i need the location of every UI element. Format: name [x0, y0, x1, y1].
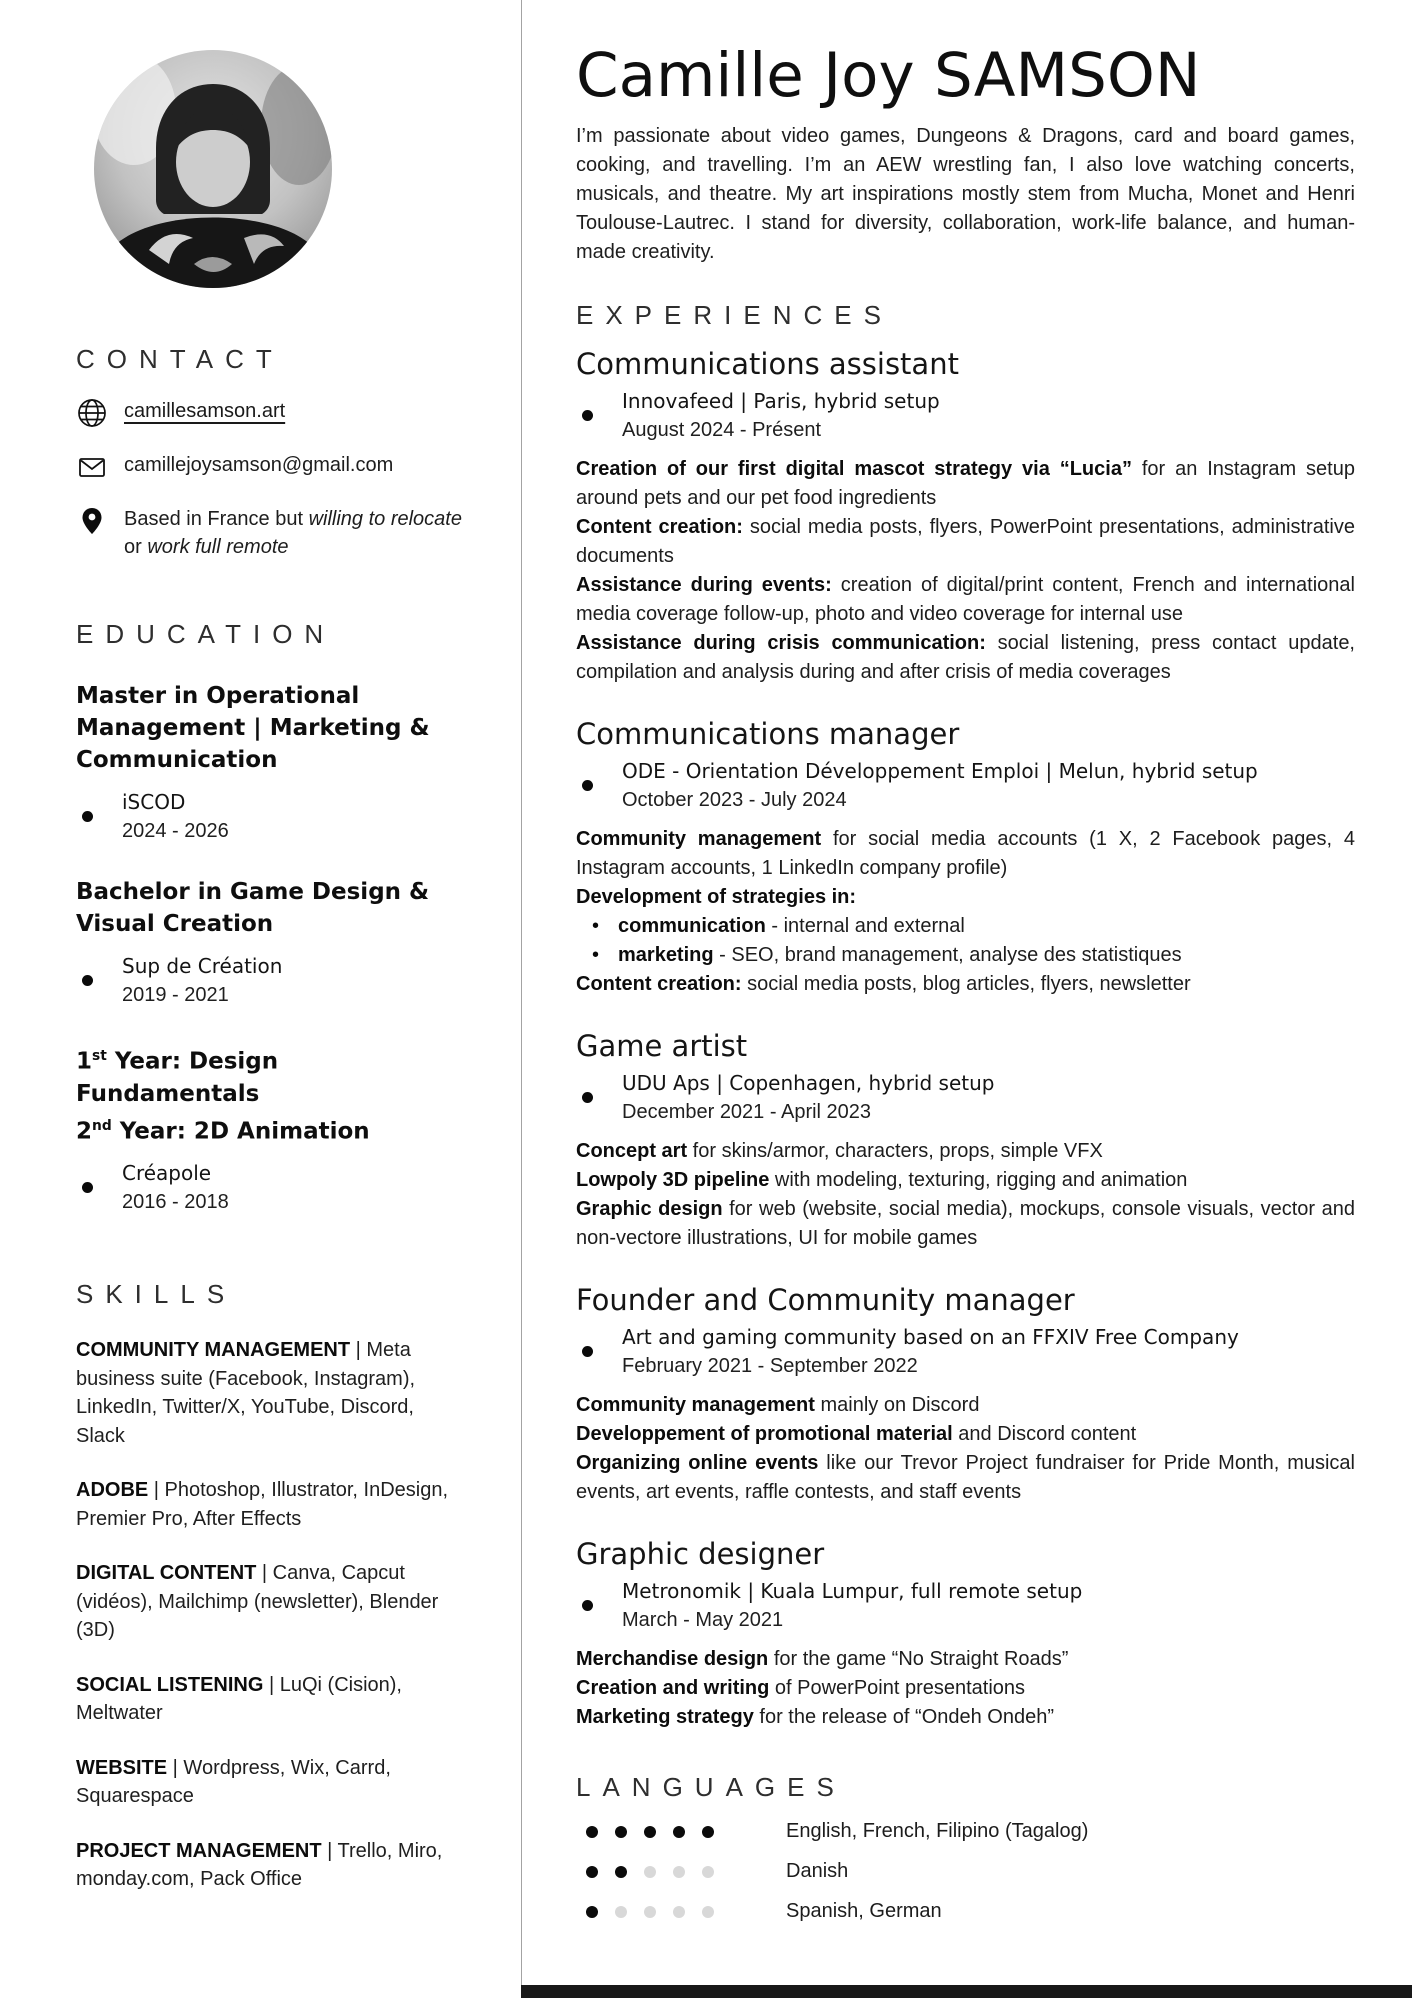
language-label: Danish: [786, 1860, 849, 1883]
education-list: [76, 680, 465, 1217]
experience-meta-text: [622, 1577, 1082, 1635]
level-dot-filled: [615, 1866, 627, 1878]
contact-website-row: [76, 397, 465, 429]
bullet-dot: [582, 1346, 593, 1357]
globe-icon: [76, 397, 108, 429]
level-dot-filled: [586, 1866, 598, 1878]
experiences-heading: EXPERIENCES: [576, 300, 893, 331]
level-dot-empty: [702, 1906, 714, 1918]
profile-photo-image: [94, 50, 332, 288]
experience-dates: February 2021 - September 2022: [622, 1355, 918, 1378]
experience-title: Founder and Community manager: [576, 1283, 1075, 1318]
entry-meta-text: [122, 952, 282, 1010]
experience-description: [576, 1137, 1355, 1253]
experience-title: Communications manager: [576, 717, 960, 752]
experience-meta: [576, 1323, 1355, 1381]
experience-description: [576, 1645, 1355, 1732]
bullet-dot: [82, 975, 93, 986]
language-level-dots: [576, 1906, 786, 1918]
level-dot-empty: [644, 1866, 656, 1878]
skill-item: PROJECT MANAGEMENT | Trello, Miro, monday.com, Pack Office: [76, 1839, 443, 1891]
sidebar: [0, 0, 522, 1998]
bullet-dot: [582, 780, 593, 791]
entry-meta-text: [122, 1159, 229, 1217]
website-link[interactable]: camillesamson.art: [124, 400, 286, 422]
experience-org: Innovafeed | Paris, hybrid setup: [622, 389, 940, 414]
experience-description: [576, 825, 1355, 999]
education-heading: EDUCATION: [76, 619, 336, 649]
profile-photo: [94, 50, 332, 288]
envelope-icon: [76, 451, 108, 483]
entry-meta-text: [122, 788, 229, 846]
experience-meta: [576, 757, 1355, 815]
experience-meta-text: [622, 387, 940, 445]
bullet-dot: [82, 1182, 93, 1193]
experience-meta-text: [622, 1069, 994, 1127]
entry-meta-row: [76, 952, 465, 1010]
entry-dates: 2016 - 2018: [122, 1191, 229, 1214]
language-level-dots: [576, 1866, 786, 1878]
bullet-dot: [582, 1600, 593, 1611]
level-dot-filled: [644, 1826, 656, 1838]
experience-org: Metronomik | Kuala Lumpur, full remote setup: [622, 1579, 1083, 1604]
experience-line: Concept art for skins/armor, characters, props, simple VFX: [576, 1140, 1103, 1163]
experience-entry: [576, 717, 1355, 999]
languages-heading: LANGUAGES: [576, 1772, 846, 1803]
intro-paragraph: I’m passionate about video games, Dungeons & Dragons, card and board games, cooking, and travelling. I’m an AEW wrestling fan, I also love watching concerts, musicals, and theatre. My art inspirations mostly stem from Mucha, Monet and Henri Toulouse-Lautrec. I stand for diversity, collaboration, work-life balance, and human-made creativity.: [576, 125, 1355, 264]
language-row: [576, 1820, 1355, 1843]
experience-dates: December 2021 - April 2023: [622, 1101, 872, 1124]
experience-line: Development of strategies in:: [576, 886, 857, 909]
languages-list: [576, 1820, 1355, 1923]
level-dot-empty: [673, 1906, 685, 1918]
skill-item: COMMUNITY MANAGEMENT | Meta business suite (Facebook, Instagram), LinkedIn, Twitter/X, YouTube, Discord, Slack: [76, 1339, 416, 1447]
location-text: Based in France but willing to relocate or work full remote: [124, 508, 462, 558]
experience-title: Communications assistant: [576, 347, 959, 382]
viewer-edge-bar: [521, 1985, 1412, 1998]
experience-dates: August 2024 - Présent: [622, 419, 822, 442]
experience-line: Community management mainly on Discord: [576, 1394, 980, 1417]
experiences-list: [576, 347, 1355, 1732]
bullet-dot: [582, 410, 593, 421]
experience-line: Assistance during events: creation of digital/print content, French and international media coverage follow-up, photo and video coverage for internal use: [576, 574, 1355, 626]
experience-title: Graphic designer: [576, 1537, 825, 1572]
language-label: English, French, Filipino (Tagalog): [786, 1820, 1089, 1843]
experience-line: Graphic design for web (website, social media), mockups, console visuals, vector and non-vectore illustrations, UI for mobile games: [576, 1198, 1355, 1250]
contact-heading: CONTACT: [76, 344, 284, 374]
language-row: [576, 1860, 1355, 1883]
experience-line: Merchandise design for the game “No Straight Roads”: [576, 1648, 1069, 1671]
experience-org: Art and gaming community based on an FFXIV Free Company: [622, 1325, 1239, 1350]
skill-item: ADOBE | Photoshop, Illustrator, InDesign, Premier Pro, After Effects: [76, 1479, 449, 1530]
name-title: Camille Joy SAMSON: [576, 40, 1201, 111]
experience-entry: [576, 1029, 1355, 1253]
experience-line: Creation of our first digital mascot strategy via “Lucia” for an Instagram setup around pets and our pet food ingredients: [576, 458, 1355, 510]
location-pin-icon: [76, 505, 108, 537]
education-school: Sup de Création: [122, 954, 283, 978]
entry-meta-row: [76, 788, 465, 846]
level-dot-filled: [673, 1826, 685, 1838]
education-title: Master in Operational Management | Marketing & Communication: [76, 683, 430, 773]
entry-dates: 2024 - 2026: [122, 820, 229, 842]
skill-item: DIGITAL CONTENT | Canva, Capcut (vidéos), Mailchimp (newsletter), Blender (3D): [76, 1562, 439, 1642]
experience-entry: [576, 347, 1355, 687]
education-entry: [76, 876, 465, 1010]
skills-list: [76, 1336, 465, 1894]
level-dot-filled: [586, 1826, 598, 1838]
experience-description: [576, 455, 1355, 687]
main-column: [522, 0, 1412, 1998]
contact-email-row: [76, 451, 465, 483]
contact-location-row: [76, 505, 465, 561]
experience-org: ODE - Orientation Développement Emploi | Melun, hybrid setup: [622, 759, 1258, 784]
experience-line: Organizing online events like our Trevor Project fundraiser for Pride Month, musical events, art events, raffle contests, and staff events: [576, 1452, 1355, 1504]
experience-meta-text: [622, 757, 1258, 815]
experience-meta: [576, 387, 1355, 445]
level-dot-empty: [702, 1866, 714, 1878]
language-row: [576, 1900, 1355, 1923]
experience-meta: [576, 1577, 1355, 1635]
language-level-dots: [576, 1826, 786, 1838]
bullet-dot: [582, 1092, 593, 1103]
experience-entry: [576, 1283, 1355, 1507]
experience-line: Community management for social media accounts (1 X, 2 Facebook pages, 4 Instagram accounts, 1 LinkedIn company profile): [576, 828, 1355, 880]
skill-item: WEBSITE | Wordpress, Wix, Carrd, Squarespace: [76, 1756, 391, 1808]
level-dot-empty: [615, 1906, 627, 1918]
level-dot-filled: [702, 1826, 714, 1838]
bullet-dot: [82, 811, 93, 822]
education-entry: [76, 1040, 465, 1217]
experience-line: • marketing - SEO, brand management, analyse des statistiques: [576, 941, 1355, 970]
experience-meta: [576, 1069, 1355, 1127]
experience-line: Content creation: social media posts, blog articles, flyers, newsletter: [576, 973, 1191, 996]
education-title: Bachelor in Game Design & Visual Creation: [76, 879, 430, 937]
experience-line: Creation and writing of PowerPoint presentations: [576, 1677, 1026, 1700]
experience-line: Content creation: social media posts, flyers, PowerPoint presentations, administrative documents: [576, 516, 1355, 568]
experience-dates: March - May 2021: [622, 1609, 784, 1632]
level-dot-filled: [586, 1906, 598, 1918]
experience-line: Marketing strategy for the release of “Ondeh Ondeh”: [576, 1706, 1055, 1729]
experience-org: UDU Aps | Copenhagen, hybrid setup: [622, 1071, 995, 1096]
experience-meta-text: [622, 1323, 1239, 1381]
experience-line: • communication - internal and external: [576, 912, 1355, 941]
skills-heading: SKILLS: [76, 1279, 237, 1310]
skill-item: SOCIAL LISTENING | LuQi (Cision), Meltwater: [76, 1673, 402, 1725]
experience-entry: [576, 1537, 1355, 1732]
experience-dates: October 2023 - July 2024: [622, 789, 847, 812]
language-label: Spanish, German: [786, 1900, 942, 1923]
experience-line: Developpement of promotional material and Discord content: [576, 1423, 1137, 1446]
level-dot-filled: [615, 1826, 627, 1838]
experience-description: [576, 1391, 1355, 1507]
entry-dates: 2019 - 2021: [122, 984, 229, 1006]
experience-line: Lowpoly 3D pipeline with modeling, texturing, rigging and animation: [576, 1169, 1188, 1192]
entry-meta-row: [76, 1159, 465, 1217]
education-school: iSCOD: [122, 790, 186, 814]
level-dot-empty: [644, 1906, 656, 1918]
education-school: Créapole: [122, 1161, 212, 1186]
education-title: 1st Year: Design Fundamentals 2nd Year: 2D Animation: [76, 1048, 370, 1145]
level-dot-empty: [673, 1866, 685, 1878]
experience-line: Assistance during crisis communication: social listening, press contact update, compilation and analysis during and after crisis of media coverages: [576, 632, 1355, 684]
experience-title: Game artist: [576, 1029, 748, 1064]
email-link[interactable]: camillejoysamson@gmail.com: [124, 454, 394, 476]
education-entry: [76, 680, 465, 846]
